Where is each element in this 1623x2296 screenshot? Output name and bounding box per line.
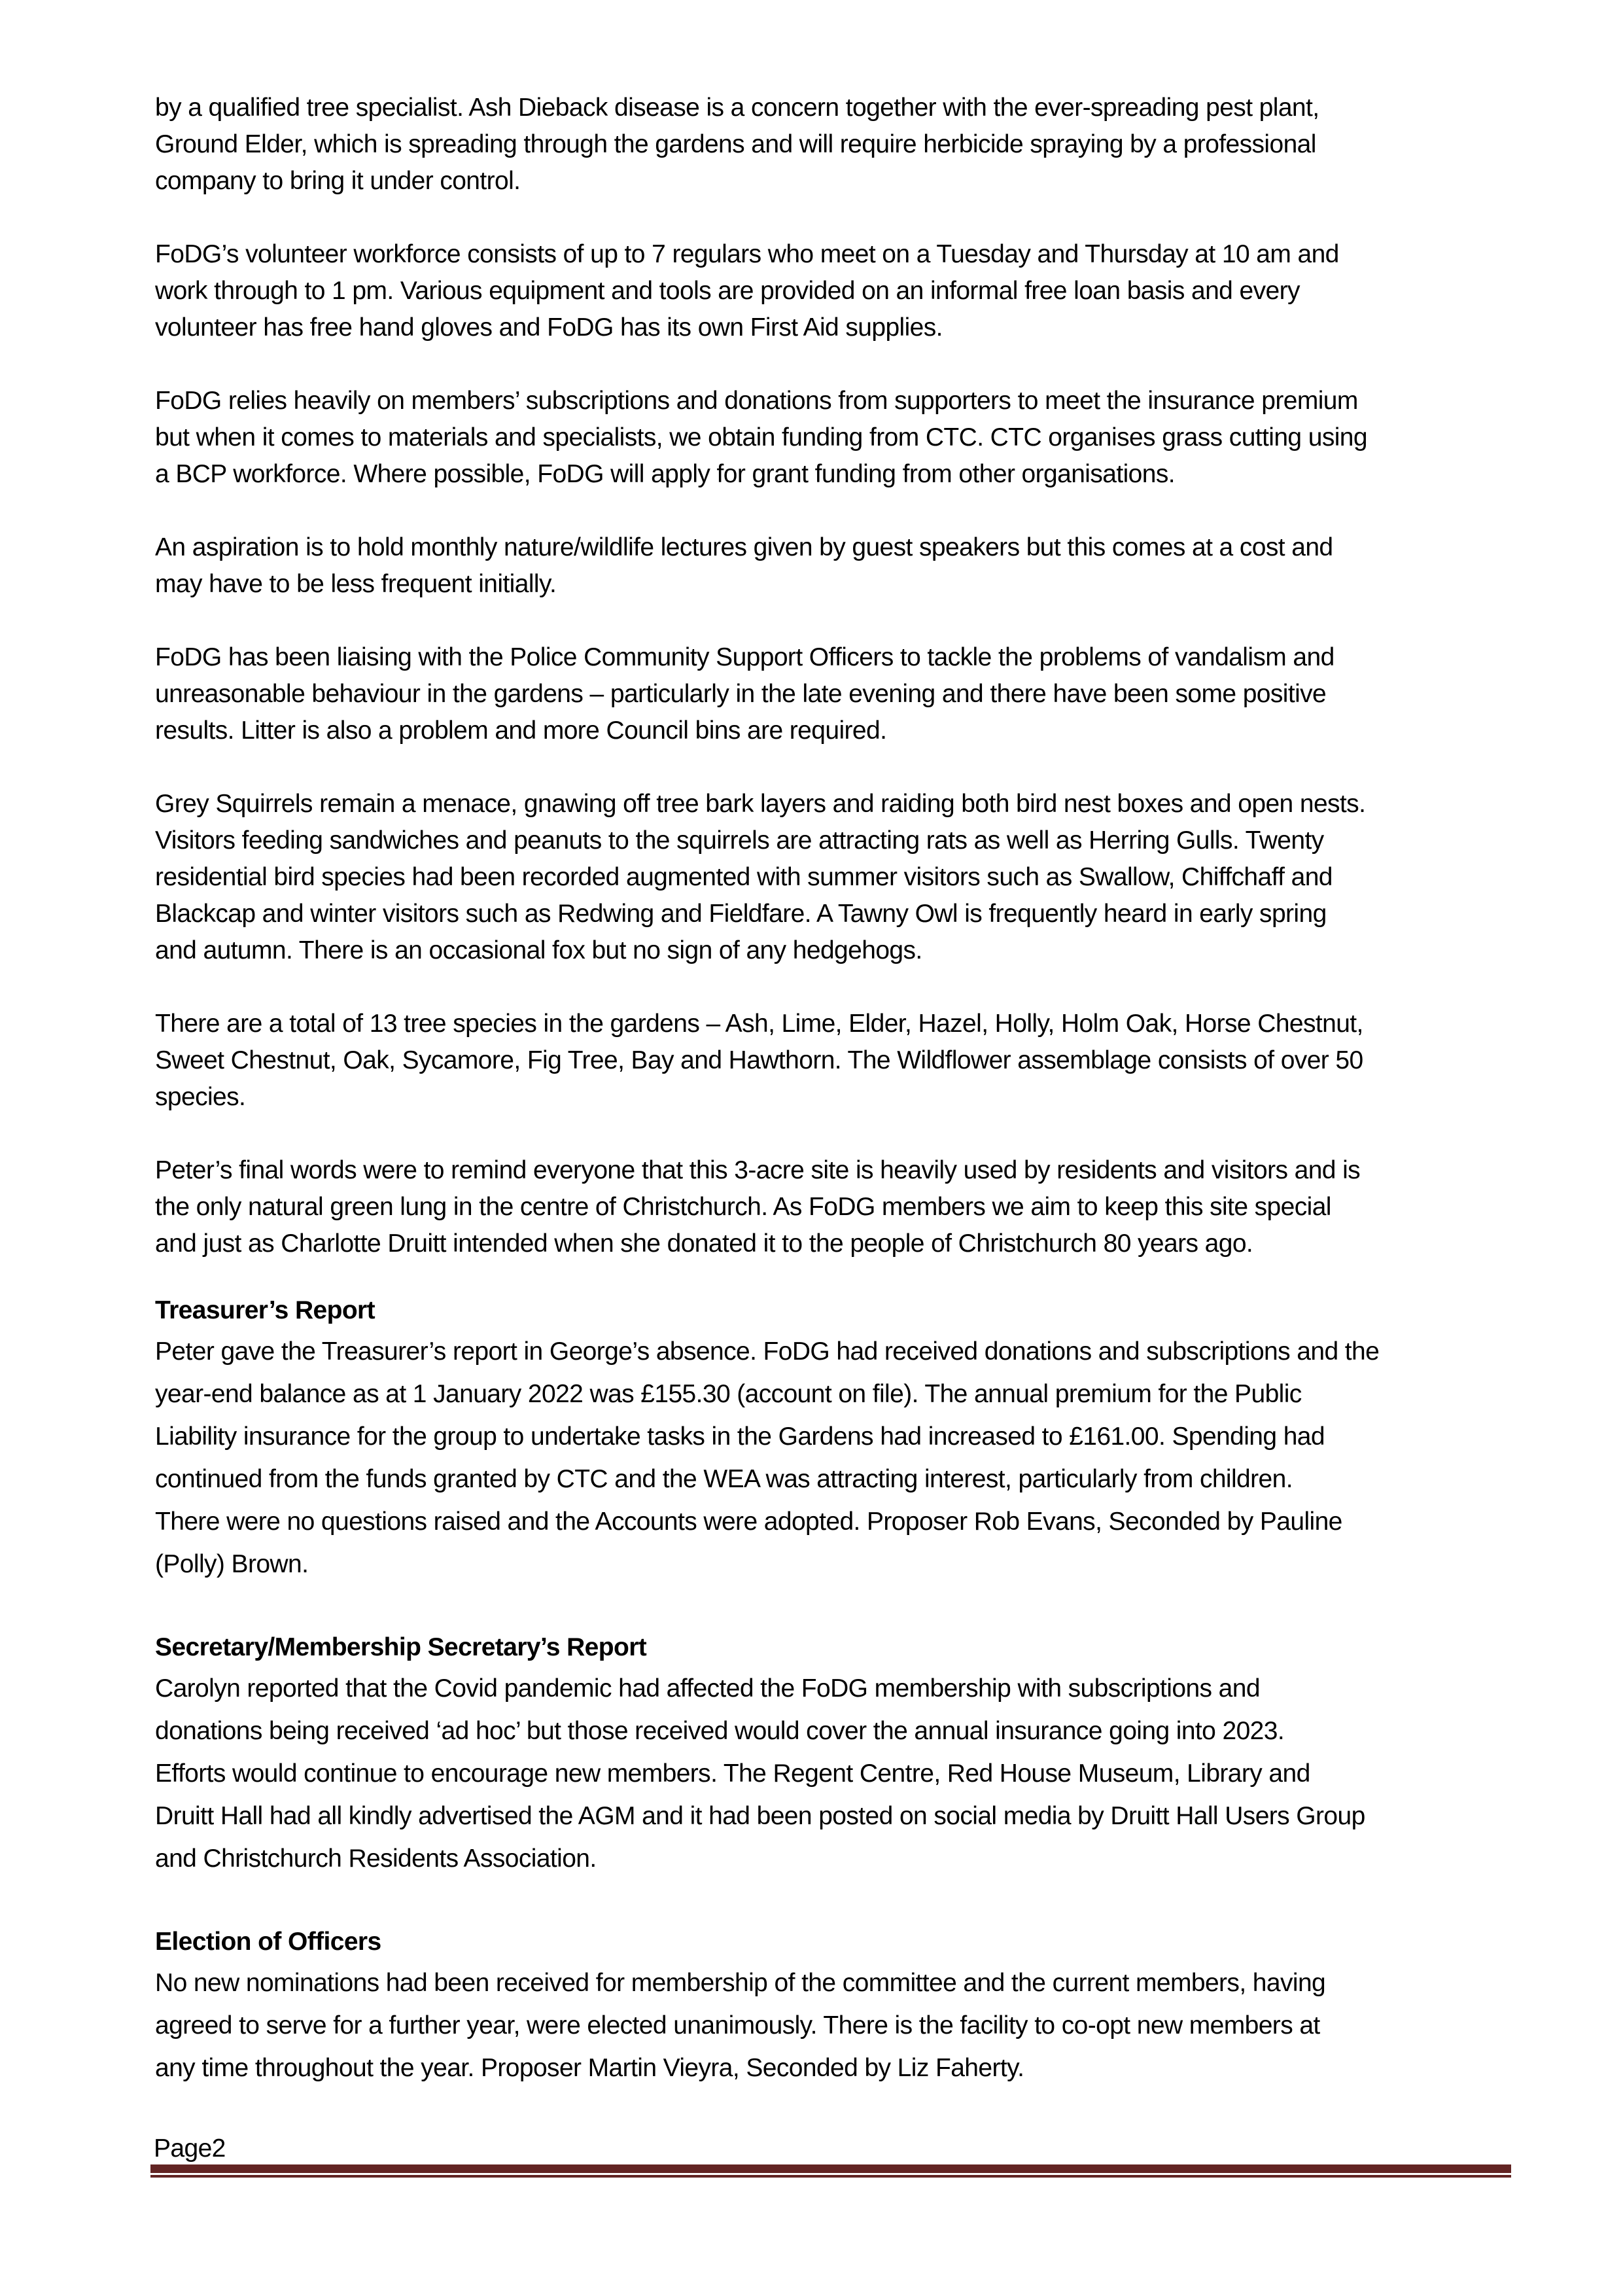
text-line: Carolyn reported that the Covid pandemic had affected the FoDG membership with subscriptions and [155,1674,1260,1703]
text-line: An aspiration is to hold monthly nature/wildlife lectures given by guest speakers but this comes at a cost and [155,533,1333,561]
section-heading: Election of Officers [155,1928,381,1956]
footer-rule-thin [150,2175,1511,2178]
text-line: the only natural green lung in the centre of Christchurch. As FoDG members we aim to keep this site special [155,1193,1331,1221]
text-line: No new nominations had been received for membership of the committee and the current members, having [155,1969,1326,1997]
text-line: Efforts would continue to encourage new members. The Regent Centre, Red House Museum, Library and [155,1759,1310,1788]
section-heading: Treasurer’s Report [155,1296,375,1324]
text-line: and Christchurch Residents Association. [155,1845,597,1873]
section-secretary-report [155,1628,1516,1880]
text-line: year-end balance as at 1 January 2022 was £155.30 (account on file). The annual premium for the Public [155,1380,1302,1408]
text-line: work through to 1 pm. Various equipment and tools are provided on an informal free loan basis and every [155,277,1300,305]
text-line: Blackcap and winter visitors such as Redwing and Fieldfare. A Tawny Owl is frequently heard in early spring [155,900,1327,928]
text-line: volunteer has free hand gloves and FoDG has its own First Aid supplies. [155,313,943,342]
text-line: FoDG has been liaising with the Police Community Support Officers to tackle the problems of vandalism and [155,643,1335,671]
footer-rule-thick [150,2164,1511,2173]
text-line: FoDG relies heavily on members’ subscriptions and donations from supporters to meet the insurance premium [155,387,1358,415]
text-line: any time throughout the year. Proposer Martin Vieyra, Seconded by Liz Faherty. [155,2054,1024,2082]
paragraph-police-liaison [155,639,1516,749]
text-line: Liability insurance for the group to undertake tasks in the Gardens had increased to £161.00. Spending had [155,1422,1325,1451]
text-line: company to bring it under control. [155,167,521,195]
paragraph-volunteer-workforce [155,236,1516,346]
text-line: There were no questions raised and the Accounts were adopted. Proposer Rob Evans, Seconded by Pauline [155,1508,1342,1536]
spacer [155,1585,1516,1628]
section-election-of-officers [155,1922,1516,2089]
text-line: donations being received ‘ad hoc’ but those received would cover the annual insurance going into 2023. [155,1717,1285,1745]
text-line: and just as Charlotte Druitt intended when she donated it to the people of Christchurch 80 years ago. [155,1229,1253,1258]
page-footer [150,2134,1511,2163]
text-line: Grey Squirrels remain a menace, gnawing off tree bark layers and raiding both bird nest boxes and open nests. [155,790,1366,818]
paragraph-wildlife [155,786,1516,969]
text-line: residential bird species had been recorded augmented with summer visitors such as Swallow, Chiffchaff and [155,863,1333,891]
text-line: agreed to serve for a further year, were elected unanimously. There is the facility to co-opt new members at [155,2011,1320,2040]
section-heading: Secretary/Membership Secretary’s Report [155,1633,647,1661]
section-treasurers-report [155,1291,1516,1585]
text-line: FoDG’s volunteer workforce consists of up to 7 regulars who meet on a Tuesday and Thursday at 10 am and [155,240,1339,268]
text-line: (Polly) Brown. [155,1550,309,1578]
text-line: Peter gave the Treasurer’s report in George’s absence. FoDG had received donations and subscriptions and the [155,1337,1380,1366]
paragraph-tree-species [155,1006,1516,1116]
paragraph-tree-specialist [155,90,1516,200]
text-line: but when it comes to materials and specialists, we obtain funding from CTC. CTC organises grass cutting using [155,423,1367,451]
text-line: may have to be less frequent initially. [155,570,557,598]
text-line: species. [155,1083,246,1111]
text-line: unreasonable behaviour in the gardens – particularly in the late evening and there have been some positive [155,680,1327,708]
paragraph-final-words [155,1152,1516,1262]
text-line: a BCP workforce. Where possible, FoDG will apply for grant funding from other organisations. [155,460,1175,488]
text-line: and autumn. There is an occasional fox but no sign of any hedgehogs. [155,936,922,964]
page-number: Page2 [154,2134,226,2163]
text-line: Peter’s final words were to remind everyone that this 3-acre site is heavily used by residents and visitors and is [155,1156,1361,1184]
text-line: results. Litter is also a problem and more Council bins are required. [155,716,887,745]
document-body [155,90,1516,2089]
text-line: Ground Elder, which is spreading through the gardens and will require herbicide spraying by a professional [155,130,1316,158]
text-line: continued from the funds granted by CTC and the WEA was attracting interest, particularly from children. [155,1465,1293,1493]
text-line: Visitors feeding sandwiches and peanuts to the squirrels are attracting rats as well as Herring Gulls. Twenty [155,826,1324,855]
paragraph-funding [155,383,1516,493]
text-line: Sweet Chestnut, Oak, Sycamore, Fig Tree, Bay and Hawthorn. The Wildflower assemblage consists of over 50 [155,1046,1363,1074]
text-line: There are a total of 13 tree species in the gardens – Ash, Lime, Elder, Hazel, Holly, Holm Oak, Horse Chestnut, [155,1010,1363,1038]
text-line: Druitt Hall had all kindly advertised the AGM and it had been posted on social media by Druitt Hall Users Group [155,1802,1365,1830]
spacer [155,1880,1516,1922]
paragraph-lectures [155,529,1516,603]
text-line: by a qualified tree specialist. Ash Dieback disease is a concern together with the ever-spreading pest plant, [155,94,1319,122]
